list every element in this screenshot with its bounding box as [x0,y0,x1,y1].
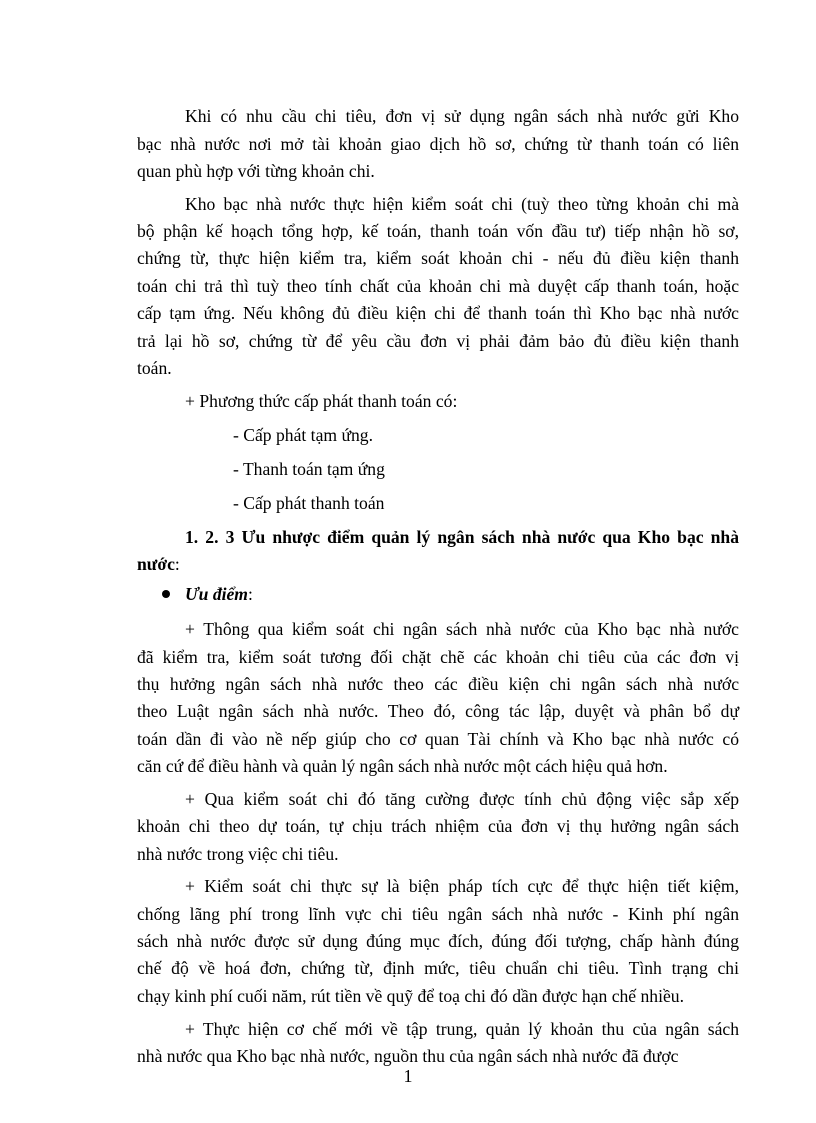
section-heading-word: nước [137,554,175,574]
paragraph-line: + Thông qua kiểm soát chi ngân sách nhà nước của Kho bạc nhà nước [185,619,739,639]
paragraph-line: nhà nước trong việc chi tiêu. [137,844,339,864]
paragraph-line: Kho bạc nhà nước thực hiện kiểm soát chi (tuỳ theo từng khoản chi mà [185,194,739,214]
paragraph-line: bộ phận kế hoạch tổng hợp, kế toán, thanh toán vốn đầu tư) tiếp nhận hồ sơ, [137,221,739,241]
paragraph-line: + Phương thức cấp phát thanh toán có: [185,391,458,411]
paragraph-line: chống lãng phí trong lĩnh vực chi tiêu ngân sách nhà nước - Kinh phí ngân [137,904,739,924]
paragraph-line: Khi có nhu cầu chi tiêu, đơn vị sử dụng ngân sách nhà nước gửi Kho [185,106,739,126]
paragraph-line: quan phù hợp với từng khoản chi. [137,161,375,181]
paragraph-line: cấp tạm ứng. Nếu không đủ điều kiện chi để thanh toán thì Kho bạc nhà nước [137,303,739,323]
paragraph-line: toán dần đi vào nề nếp giúp cho cơ quan Tài chính và Kho bạc nhà nước có [137,729,739,749]
bullet-label: Ưu điểm [185,584,248,604]
paragraph-line: nhà nước qua Kho bạc nhà nước, nguồn thu của ngân sách nhà nước đã được [137,1046,679,1066]
list-item: - Cấp phát thanh toán [233,493,385,513]
paragraph-line: chứng từ, thực hiện kiểm tra, kiểm soát khoản chi - nếu đủ điều kiện thanh [137,248,739,268]
list-item: - Thanh toán tạm ứng [233,459,385,479]
paragraph-line: sách nhà nước được sử dụng đúng mục đích, đúng đối tượng, chấp hành đúng [137,931,739,951]
paragraph-line: + Kiểm soát chi thực sự là biện pháp tích cực để thực hiện tiết kiệm, [185,876,739,896]
section-heading: 1. 2. 3 Ưu nhược điểm quản lý ngân sách nhà nước qua Kho bạc nhà [185,527,739,547]
paragraph-line: + Qua kiểm soát chi đó tăng cường được tính chủ động việc sắp xếp [185,789,739,809]
page-number: 1 [403,1066,413,1086]
paragraph-line: toán. [137,358,172,378]
paragraph-line: chế độ về hoá đơn, chứng từ, định mức, tiêu chuẩn chi tiêu. Tình trạng chi [137,958,739,978]
paragraph-line: theo Luật ngân sách nhà nước. Theo đó, công tác lập, duyệt và phân bổ dự [137,701,739,721]
paragraph-line: toán chi trả thì tuỳ theo tính chất của khoản chi mà duyệt cấp thanh toán, hoặc [137,276,739,296]
paragraph-line: đã kiểm tra, kiểm soát tương đối chặt chẽ các khoản chi tiêu của các đơn vị [137,647,739,667]
paragraph-line: khoản chi theo dự toán, tự chịu trách nhiệm của đơn vị thụ hưởng ngân sách [137,816,739,836]
paragraph-line: bạc nhà nước nơi mở tài khoản giao dịch hồ sơ, chứng từ thanh toán có liên [137,134,739,154]
paragraph-line: chạy kinh phí cuối năm, rút tiền về quỹ để toạ chi đó dần được hạn chế nhiều. [137,986,684,1006]
paragraph-line: căn cứ để điều hành và quản lý ngân sách nhà nước một cách hiệu quả hơn. [137,756,668,776]
paragraph-line: thụ hưởng ngân sách nhà nước theo các điều kiện chi ngân sách nhà nước [137,674,739,694]
bullet-icon [162,590,170,598]
paragraph-line: trả lại hồ sơ, chứng từ để yêu cầu đơn vị phải đảm bảo đủ điều kiện thanh [137,331,739,351]
paragraph-line: + Thực hiện cơ chế mới về tập trung, quản lý khoản thu của ngân sách [185,1019,739,1039]
bullet-colon: : [248,584,253,604]
section-heading-colon: : [174,554,180,574]
bullet-heading [185,582,253,606]
list-item: - Cấp phát tạm ứng. [233,425,373,445]
section-heading-cont [137,552,739,576]
